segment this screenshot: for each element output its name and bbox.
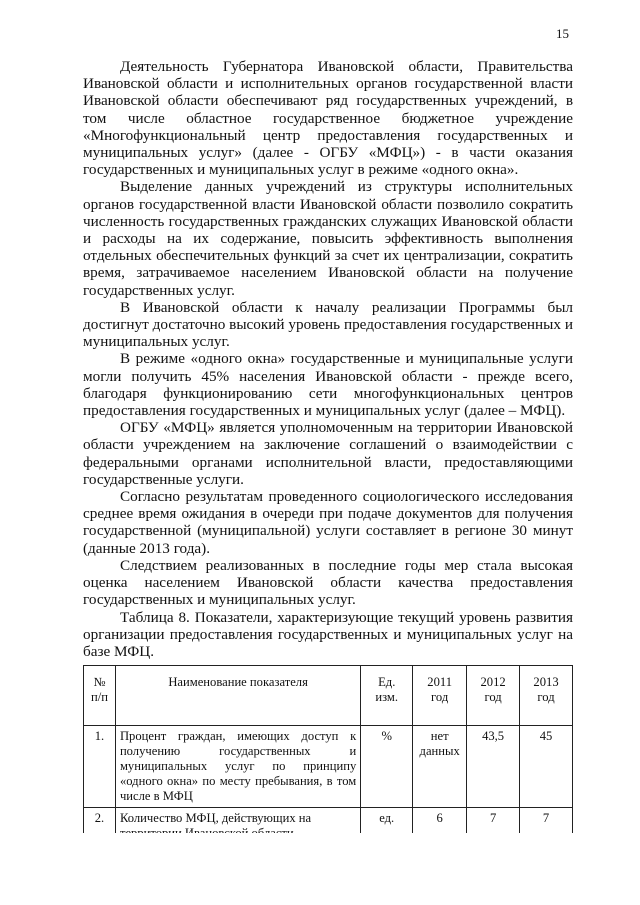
page-number: 15 — [556, 26, 569, 41]
paragraph: ОГБУ «МФЦ» является уполномоченным на территории Ивановской области учреждением на заключение соглашений о взаимодействии с федеральными органами исполнительной власти, предоставляющими государственные услуги. — [83, 419, 573, 488]
paragraph: В режиме «одного окна» государственные и муниципальные услуги могли получить 45% населения Ивановской области - прежде всего, благодаря функционированию сети многофункциональных центров предоставления государственных и муниципальных услуг (далее – МФЦ). — [83, 350, 573, 420]
table-cell: 7 — [520, 808, 573, 845]
column-header: 2013 год — [520, 666, 573, 726]
table-cell: 45 — [520, 726, 573, 808]
page-bottom-margin — [0, 833, 640, 905]
column-header: № п/п — [84, 666, 116, 726]
table-cell: 43,5 — [467, 726, 520, 808]
table-row — [84, 726, 573, 808]
table-cell: ед. — [361, 808, 413, 845]
paragraph: В Ивановской области к началу реализации Программы был достигнут достаточно высокий уровень предоставления государственных и муниципальных услуг. — [83, 298, 573, 351]
column-header: 2011 год — [413, 666, 467, 726]
column-header: Наименование показателя — [115, 666, 360, 726]
paragraph: Согласно результатам проведенного социологического исследования среднее время ожидания в очереди при подаче документов для получения государственной (муниципальной) услуги составляет в регионе 30 минут (данные 2013 года). — [83, 488, 573, 557]
table-header-row — [84, 666, 573, 726]
document-body — [83, 58, 573, 660]
table-cell: 2. — [84, 808, 116, 845]
table-cell: 1. — [84, 726, 116, 808]
paragraph: Следствием реализованных в последние годы мер стала высокая оценка населением Ивановской области качества предоставления государственных и муниципальных услуг. — [83, 556, 573, 609]
paragraph: Деятельность Губернатора Ивановской области, Правительства Ивановской области и исполнительных органов государственной власти Ивановской области обеспечивают ряд государственных учреждений, в том числе областное государственное бюджетное учреждение «Многофункциональный центр предоставления государственных и муниципальных услуг» (далее - ОГБУ «МФЦ») - в части оказания государственных и муниципальных услуг в режиме «одного окна». — [83, 58, 573, 179]
column-header: 2012 год — [467, 666, 520, 726]
indicators-table — [83, 665, 573, 845]
table-cell: Количество МФЦ, действующих на — [115, 808, 360, 845]
table-cell: нет данных — [413, 726, 467, 808]
table-cell: Процент граждан, имеющих доступ к получению государственных и муниципальных услуг по принципу «одного окна» по месту пребывания, в том числе в МФЦ — [115, 726, 360, 808]
table-cell: 6 — [413, 808, 467, 845]
table-cell: 7 — [467, 808, 520, 845]
column-header: Ед. изм. — [361, 666, 413, 726]
table-caption: Таблица 8. Показатели, характеризующие текущий уровень развития организации предоставления государственных и муниципальных услуг на базе МФЦ. — [83, 608, 573, 660]
table-cell: % — [361, 726, 413, 808]
paragraph: Выделение данных учреждений из структуры исполнительных органов государственной власти Ивановской области позволило сократить численность государственных гражданских служащих Ивановской области и расходы на их содержание, повысить эффективность выполнения отдельных обеспечительных функций за счет их централизации, сократить время, затрачиваемое населением Ивановской области на получение государственных услуг. — [83, 178, 573, 299]
